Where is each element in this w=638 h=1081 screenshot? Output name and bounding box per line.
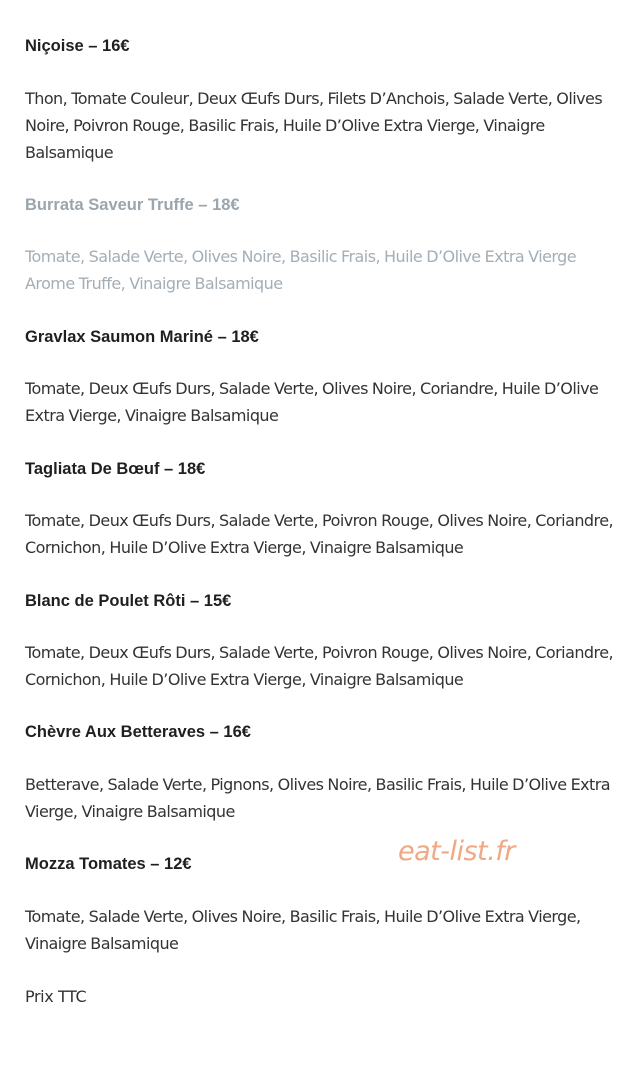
menu-item-title: Mozza Tomates – 12€	[25, 855, 192, 873]
menu-item-description: Tomate, Deux Œufs Durs, Salade Verte, Poivron Rouge, Olives Noire, Coriandre, Cornichon, Huile D’Olive Extra Vierge, Vinaigre Balsamique	[25, 511, 614, 557]
menu-item-title: Burrata Saveur Truffe – 18€	[25, 196, 240, 214]
menu-item-description: Thon, Tomate Couleur, Deux Œufs Durs, Filets D’Anchois, Salade Verte, Olives Noire, Poivron Rouge, Basilic Frais, Huile D’Olive Extra Vierge, Vinaigre Balsamique	[25, 89, 603, 162]
price-note: Prix TTC	[25, 987, 87, 1006]
menu-item-title: Gravlax Saumon Mariné – 18€	[25, 328, 259, 346]
menu-item-description: Betterave, Salade Verte, Pignons, Olives Noire, Basilic Frais, Huile D’Olive Extra Vierge, Vinaigre Balsamique	[25, 775, 611, 821]
menu-item-title: Blanc de Poulet Rôti – 15€	[25, 592, 232, 610]
watermark: eat-list.fr	[398, 836, 515, 867]
menu-item-description: Tomate, Deux Œufs Durs, Salade Verte, Poivron Rouge, Olives Noire, Coriandre, Cornichon, Huile D’Olive Extra Vierge, Vinaigre Balsamique	[25, 643, 614, 689]
menu-item-description: Tomate, Deux Œufs Durs, Salade Verte, Olives Noire, Coriandre, Huile D’Olive Extra Vierge, Vinaigre Balsamique	[25, 379, 599, 425]
menu-item-title: Chèvre Aux Betteraves – 16€	[25, 723, 251, 741]
menu-item-title: Niçoise – 16€	[25, 37, 130, 55]
menu-item-description: Tomate, Salade Verte, Olives Noire, Basilic Frais, Huile D’Olive Extra Vierge Arome Truffe, Vinaigre Balsamique	[25, 247, 577, 293]
menu-item-title: Tagliata De Bœuf – 18€	[25, 460, 206, 478]
menu-item-description: Tomate, Salade Verte, Olives Noire, Basilic Frais, Huile D’Olive Extra Vierge, Vinaigre Balsamique	[25, 907, 581, 953]
